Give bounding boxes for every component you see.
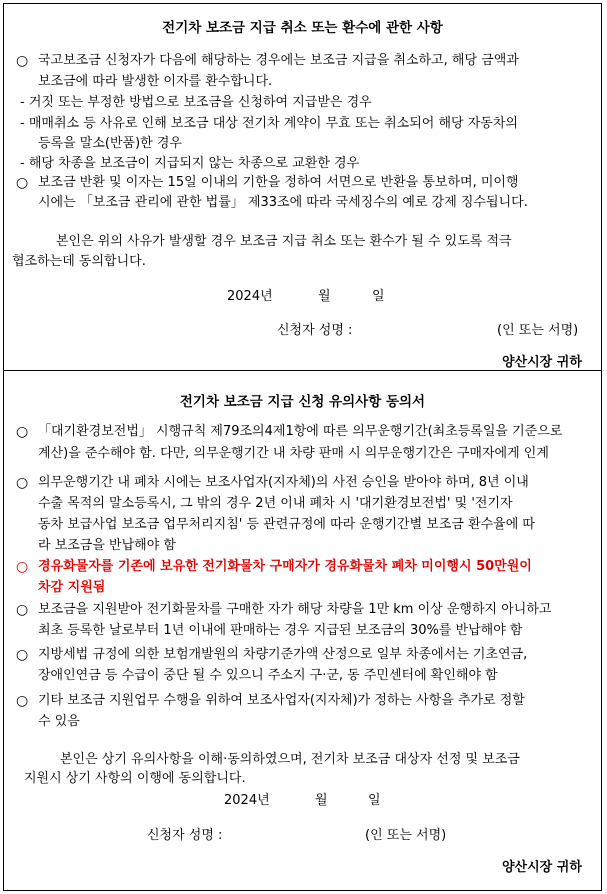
item2-line2: 수출 목적의 말소등록시, 그 밖의 경우 2년 이내 폐차 시 '대기환경보전법' 및 '전기자 xyxy=(38,496,513,511)
sub-item-1: - 거짓 또는 부정한 방법으로 보조금을 신청하여 지급받은 경우 xyxy=(20,95,372,110)
item2-line3: 동차 보급사업 보조금 업무처리지침' 등 관련규정에 따라 운행기간별 보조금 환수율에 따 xyxy=(38,517,535,532)
item4-line1: 보조금을 지원받아 전기화물차를 구매한 자가 해당 차량을 1만 km 이상 운행하지 아니하고 xyxy=(38,602,552,617)
date-year: 2024년 xyxy=(227,289,273,304)
addressee: 양산시장 귀하 xyxy=(502,860,582,875)
cancellation-section xyxy=(3,3,602,371)
bullet-circle-icon: ○ xyxy=(16,559,29,575)
signature-label: (인 또는 서명) xyxy=(365,828,447,843)
item3-line2: 차감 지원됨 xyxy=(38,580,106,595)
bullet-circle-icon: ○ xyxy=(16,602,29,618)
item2-line1: 보조금 반환 및 이자는 15일 이내의 기한을 정하여 서면으로 반환을 통보하며, 미이행 xyxy=(38,175,519,190)
date-day: 일 xyxy=(372,289,385,304)
consent-line1: 본인은 위의 사유가 발생할 경우 보조금 지급 취소 또는 환수가 될 수 있도록 적극 xyxy=(56,234,512,249)
bullet-circle-icon: ○ xyxy=(16,475,29,491)
item2-line2: 시에는 「보조금 관리에 관한 법률」 제33조에 따라 국세징수의 예로 강제 징수됩니다. xyxy=(38,195,528,210)
date-year: 2024년 xyxy=(224,793,270,808)
addressee: 양산시장 귀하 xyxy=(502,355,582,370)
bullet-circle-icon: ○ xyxy=(16,424,29,440)
sub-item-3: - 해당 차종을 보조금이 지급되지 않는 차종으로 교환한 경우 xyxy=(20,156,360,171)
date-month: 월 xyxy=(318,289,331,304)
item6-line1: 기타 보조금 지원업무 수행을 위하여 보조사업자(지자체)가 정하는 사항을 추가로 정할 xyxy=(38,693,525,708)
item3-line1: 경유화물자를 기존에 보유한 전기화물차 구매자가 경유화물차 폐차 미이행시 50만원이 xyxy=(38,559,532,574)
section1-title: 전기차 보조금 지급 취소 또는 환수에 관한 사항 xyxy=(162,20,443,36)
bullet-circle-icon: ○ xyxy=(16,175,29,191)
item4-line2: 최초 등록한 날로부터 1년 이내에 판매하는 경우 지급된 보조금의 30%를 반납해야 함 xyxy=(38,623,523,638)
applicant-name-label: 신청자 성명 : xyxy=(277,323,353,338)
bullet-circle-icon: ○ xyxy=(16,693,29,709)
item1-line2: 계산)을 준수해야 함. 다만, 의무운행기간 내 차량 판매 시 의무운행기간은 구매자에게 인계 xyxy=(38,446,549,461)
section2-title: 전기차 보조금 지급 신청 유의사항 동의서 xyxy=(179,394,426,410)
date-month: 월 xyxy=(315,793,328,808)
applicant-name-label: 신청자 성명 : xyxy=(147,828,223,843)
date-day: 일 xyxy=(368,793,381,808)
sub-item-2-line2: 등록을 말소(반품)한 경우 xyxy=(38,136,182,151)
item1-line1: 국고보조금 신청자가 다음에 해당하는 경우에는 보조금 지급을 취소하고, 해당 금액과 xyxy=(38,53,519,68)
item2-line4: 라 보조금을 반납해야 함 xyxy=(38,538,176,553)
bullet-circle-icon: ○ xyxy=(16,53,29,69)
bullet-circle-icon: ○ xyxy=(16,647,29,663)
consent-line2: 협조하는데 동의합니다. xyxy=(12,254,146,269)
precautions-consent-section xyxy=(3,370,602,891)
item1-line1: 「대기환경보전법」 시행규칙 제79조의4제1항에 따른 의무운행기간(최초등록일을 기준으로 xyxy=(38,424,563,439)
signature-label: (인 또는 서명) xyxy=(497,323,579,338)
consent-line2: 지원시 상기 사항의 이행에 동의합니다. xyxy=(24,771,246,786)
item6-line2: 수 있음 xyxy=(38,714,80,729)
sub-item-2-line1: - 매매취소 등 사유로 인해 보조금 대상 전기차 계약이 무효 또는 취소되어 해당 자동차의 xyxy=(20,116,518,131)
consent-line1: 본인은 상기 유의사항을 이해·동의하였으며, 전기차 보조금 대상자 선정 및 보조금 xyxy=(60,752,520,767)
item1-line2: 보조금에 따라 발생한 이자를 환수합니다. xyxy=(38,74,273,89)
item5-line2: 장애인연금 등 수급이 중단 될 수 있으니 주소지 구·군, 동 주민센터에 확인해야 함 xyxy=(38,668,498,683)
item5-line1: 지방세법 규정에 의한 보험개발원의 차량기준가액 산정으로 일부 차종에서는 기초연금, xyxy=(38,647,528,662)
item2-line1: 의무운행기간 내 폐차 시에는 보조사업자(지자체)의 사전 승인을 받아야 하며, 8년 이내 xyxy=(38,475,529,490)
